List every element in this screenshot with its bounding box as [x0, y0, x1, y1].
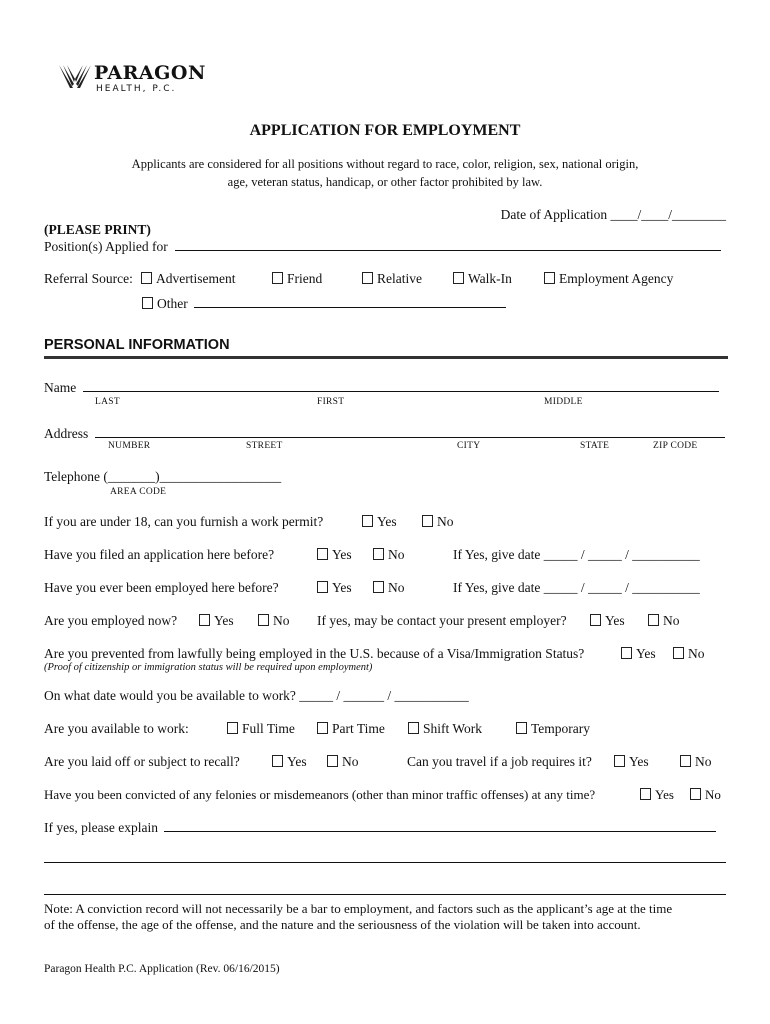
referral-relative[interactable]: Relative — [362, 271, 422, 287]
contact-employer-yes[interactable]: Yes — [590, 613, 625, 629]
name-field[interactable] — [44, 380, 719, 396]
employed-before-no[interactable]: No — [373, 580, 405, 596]
please-print-label: (PLEASE PRINT) — [44, 222, 151, 237]
checkbox-icon[interactable] — [422, 515, 433, 527]
contact-employer-no[interactable]: No — [648, 613, 680, 629]
question-available-date[interactable]: On what date would you be available to work? _____ / ______ / ___________ — [44, 688, 469, 703]
personal-info-heading: PERSONAL INFORMATION — [44, 337, 230, 353]
laid-off-no[interactable]: No — [327, 754, 359, 770]
referral-other-line[interactable] — [194, 296, 506, 308]
checkbox-icon[interactable] — [258, 614, 269, 626]
name-line[interactable] — [83, 380, 719, 392]
positions-applied-field[interactable] — [44, 239, 728, 255]
name-sub-last: LAST — [95, 397, 120, 407]
checkbox-icon[interactable] — [362, 515, 373, 527]
laid-off-yes[interactable]: Yes — [272, 754, 307, 770]
referral-advertisement[interactable]: Advertisement — [141, 271, 235, 287]
address-field[interactable] — [44, 426, 725, 442]
question-laid-off: Are you laid off or subject to recall? — [44, 754, 240, 769]
checkbox-icon[interactable] — [690, 788, 701, 800]
checkbox-icon[interactable] — [227, 722, 238, 734]
checkbox-icon[interactable] — [362, 272, 373, 284]
employed-before-date[interactable]: If Yes, give date _____ / _____ / __________ — [453, 580, 700, 595]
page-title: APPLICATION FOR EMPLOYMENT — [249, 122, 521, 139]
checkbox-icon[interactable] — [621, 647, 632, 659]
checkbox-icon[interactable] — [272, 755, 283, 767]
referral-walk-in[interactable]: Walk-In — [453, 271, 512, 287]
work-type-part-time[interactable]: Part Time — [317, 721, 385, 737]
address-sub-number: NUMBER — [108, 441, 151, 451]
work-type-full-time[interactable]: Full Time — [227, 721, 295, 737]
explain-label: If yes, please explain — [44, 820, 158, 835]
question-convicted: Have you been convicted of any felonies or misdemeanors (other than minor traffic offenses) at any time? — [44, 787, 596, 802]
checkbox-icon[interactable] — [373, 548, 384, 560]
checkbox-icon[interactable] — [614, 755, 625, 767]
checkbox-icon[interactable] — [317, 581, 328, 593]
positions-applied-line[interactable] — [175, 239, 721, 251]
explain-field[interactable] — [44, 820, 716, 836]
referral-label: Referral Source: — [44, 271, 133, 286]
referral-friend[interactable]: Friend — [272, 271, 322, 287]
filed-before-date[interactable]: If Yes, give date _____ / _____ / __________ — [453, 547, 700, 562]
name-sub-middle: MIDDLE — [544, 397, 583, 407]
address-sub-street: STREET — [246, 441, 283, 451]
convicted-no[interactable]: No — [690, 787, 721, 803]
checkbox-icon[interactable] — [680, 755, 691, 767]
visa-status-note: (Proof of citizenship or immigration status will be required upon employment) — [44, 662, 373, 673]
convicted-yes[interactable]: Yes — [640, 787, 674, 803]
work-type-shift-work[interactable]: Shift Work — [408, 721, 482, 737]
logo-name: PARAGON — [94, 62, 206, 84]
filed-before-yes[interactable]: Yes — [317, 547, 352, 563]
question-employed-before: Have you ever been employed here before? — [44, 580, 279, 595]
checkbox-icon[interactable] — [544, 272, 555, 284]
checkbox-icon[interactable] — [317, 548, 328, 560]
question-available-to-work: Are you available to work: — [44, 721, 189, 736]
checkbox-icon[interactable] — [453, 272, 464, 284]
telephone-field[interactable]: Telephone (_______)__________________ — [44, 469, 282, 484]
checkbox-icon[interactable] — [317, 722, 328, 734]
positions-applied-label: Position(s) Applied for — [44, 239, 168, 254]
company-logo — [58, 62, 208, 96]
checkbox-icon[interactable] — [141, 272, 152, 284]
checkbox-icon[interactable] — [327, 755, 338, 767]
travel-yes[interactable]: Yes — [614, 754, 649, 770]
referral-other[interactable]: Other — [142, 296, 506, 312]
question-filed-before: Have you filed an application here before? — [44, 547, 275, 562]
address-sub-city: CITY — [457, 441, 481, 451]
work-permit-no[interactable]: No — [422, 514, 454, 530]
employed-now-yes[interactable]: Yes — [199, 613, 234, 629]
checkbox-icon[interactable] — [516, 722, 527, 734]
conviction-note-line-1: Note: A conviction record will not necessarily be a bar to employment, and factors such as the applicant’s age at the time — [44, 901, 673, 916]
checkbox-icon[interactable] — [199, 614, 210, 626]
intro-line-1: Applicants are considered for all positions without regard to race, color, religion, sex, national origin, — [131, 157, 639, 171]
checkbox-icon[interactable] — [648, 614, 659, 626]
address-label: Address — [44, 426, 89, 441]
telephone-sub-area-code: AREA CODE — [110, 487, 167, 497]
checkbox-icon[interactable] — [590, 614, 601, 626]
checkbox-icon[interactable] — [640, 788, 651, 800]
date-of-application[interactable]: Date of Application ____/____/________ — [500, 207, 726, 222]
explain-line-1[interactable] — [164, 820, 716, 832]
employed-now-no[interactable]: No — [258, 613, 290, 629]
explain-line-2[interactable] — [44, 862, 726, 863]
footer-revision: Paragon Health P.C. Application (Rev. 06/16/2015) — [44, 963, 280, 975]
address-sub-state: STATE — [580, 441, 610, 451]
paragon-emblem-icon — [58, 64, 92, 90]
question-travel: Can you travel if a job requires it? — [407, 754, 592, 769]
intro-line-2: age, veteran status, handicap, or other factor prohibited by law. — [227, 175, 543, 189]
question-visa-status: Are you prevented from lawfully being employed in the U.S. because of a Visa/Immigration Status? — [44, 646, 585, 661]
employed-before-yes[interactable]: Yes — [317, 580, 352, 596]
filed-before-no[interactable]: No — [373, 547, 405, 563]
name-label: Name — [44, 380, 77, 395]
address-line[interactable] — [95, 426, 725, 438]
travel-no[interactable]: No — [680, 754, 712, 770]
work-permit-yes[interactable]: Yes — [362, 514, 397, 530]
section-divider — [44, 356, 728, 359]
checkbox-icon[interactable] — [142, 297, 153, 309]
referral-employment-agency[interactable]: Employment Agency — [544, 271, 673, 287]
name-sub-first: FIRST — [317, 397, 345, 407]
checkbox-icon[interactable] — [408, 722, 419, 734]
question-contact-employer: If yes, may be contact your present employer? — [317, 613, 567, 628]
question-work-permit: If you are under 18, can you furnish a work permit? — [44, 514, 324, 529]
work-type-temporary[interactable]: Temporary — [516, 721, 590, 737]
visa-status-no[interactable]: No — [673, 646, 705, 662]
explain-line-3[interactable] — [44, 894, 726, 895]
checkbox-icon[interactable] — [673, 647, 684, 659]
checkbox-icon[interactable] — [373, 581, 384, 593]
conviction-note-line-2: of the offense, the age of the offense, and the nature and the seriousness of the violation will be taken into account. — [44, 917, 641, 932]
checkbox-icon[interactable] — [272, 272, 283, 284]
logo-subtitle: HEALTH, P.C. — [96, 84, 177, 94]
visa-status-yes[interactable]: Yes — [621, 646, 656, 662]
address-sub-zip: ZIP CODE — [653, 441, 698, 451]
question-employed-now: Are you employed now? — [44, 613, 178, 628]
